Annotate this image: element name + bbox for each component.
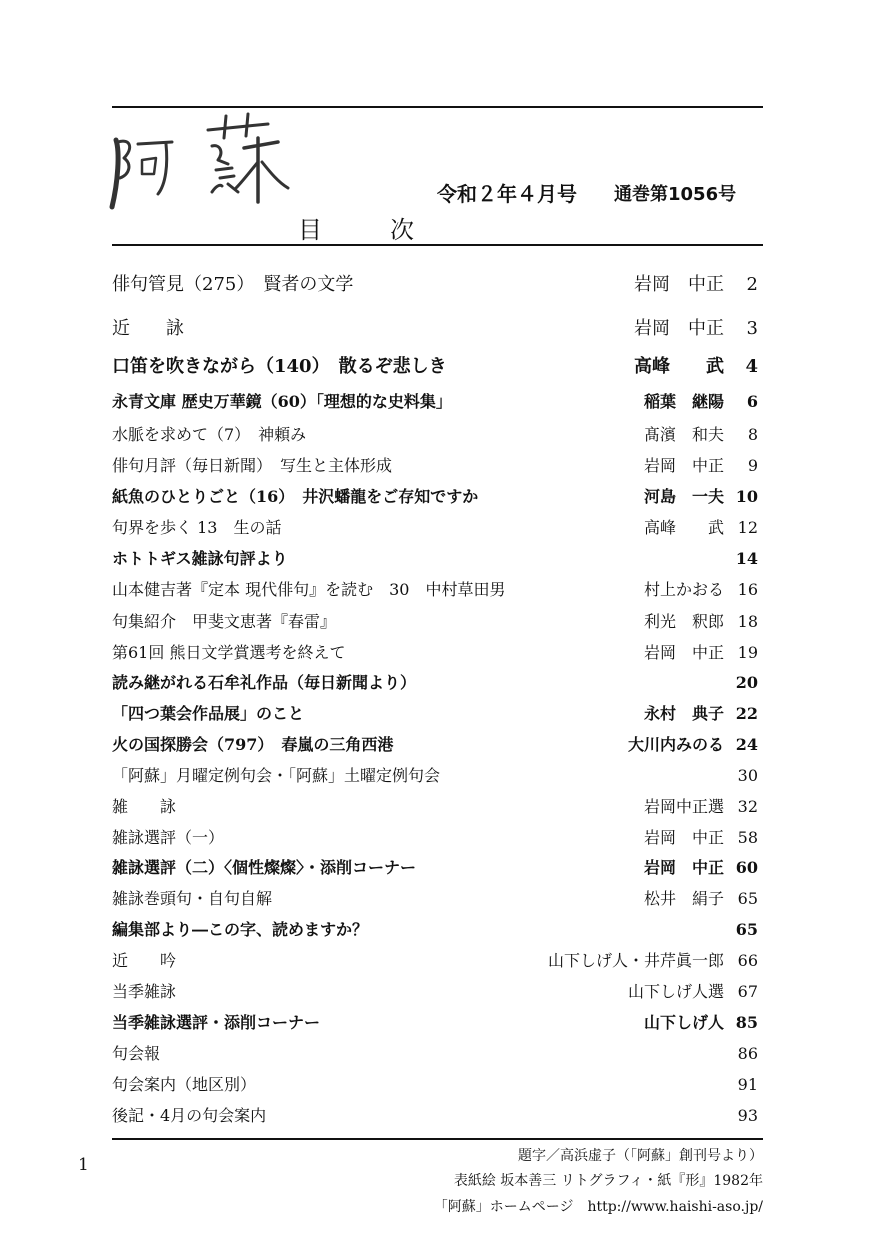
toc-author: 高峰 武 <box>634 356 724 377</box>
toc-title: 読み継がれる石牟礼作品（毎日新聞より） <box>112 673 417 692</box>
toc-page: 19 <box>737 643 758 662</box>
toc-title: 当季雑詠選評・添削コーナー <box>112 1013 321 1032</box>
toc-page: 18 <box>737 612 758 631</box>
toc-page: 12 <box>737 518 758 537</box>
toc-title: 山本健吉著『定本 現代俳句』を読む 30 中村草田男 <box>112 580 506 599</box>
toc-row <box>112 484 758 507</box>
toc-row <box>112 855 758 878</box>
toc-row <box>112 917 758 940</box>
toc-author: 岩岡 中正 <box>634 318 724 339</box>
toc-author: 大川内みのる <box>627 735 724 754</box>
toc-page: 86 <box>737 1044 758 1063</box>
toc-author: 岩岡 中正 <box>643 858 724 877</box>
toc-title: 紙魚のひとりごと（16） 井沢蟠龍をご存知ですか <box>112 487 479 506</box>
toc-page: 24 <box>735 735 758 754</box>
section-title: 目 次 <box>298 216 436 244</box>
toc-row <box>112 1010 758 1033</box>
toc-title: 雑 詠 <box>112 797 177 816</box>
toc-row <box>112 1041 758 1064</box>
header-rule <box>112 244 763 246</box>
toc-row <box>112 886 758 909</box>
toc-page: 91 <box>737 1075 758 1094</box>
toc-row <box>112 1072 758 1095</box>
toc-author: 稲葉 継陽 <box>643 392 724 411</box>
toc-title: 編集部より―この字、読めますか？ <box>112 920 369 939</box>
toc-row <box>112 640 758 663</box>
toc-page: 58 <box>737 828 758 847</box>
toc-row <box>112 794 758 817</box>
toc-row <box>112 389 758 412</box>
page-number: 1 <box>78 1155 89 1175</box>
toc-author: 岩岡 中正 <box>643 828 724 847</box>
toc-title: 後記・4月の句会案内 <box>112 1106 267 1125</box>
toc-title: 句界を歩く 13 生の話 <box>112 518 282 537</box>
toc-author: 永村 典子 <box>643 704 724 723</box>
toc-title: 句会報 <box>112 1044 161 1063</box>
toc-row <box>112 670 758 693</box>
credit-cover: 表紙絵 坂本善三 リトグラフィ・紙『形』1982年 <box>453 1173 763 1189</box>
toc-author: 山下しげ人選 <box>627 982 724 1001</box>
toc-row <box>112 453 758 476</box>
toc-title: 永青文庫 歴史万華鏡（60）「理想的な史料集」 <box>112 392 452 411</box>
toc-author: 河島 一夫 <box>643 487 724 506</box>
toc-row <box>112 546 758 569</box>
toc-page: 10 <box>735 487 758 506</box>
toc-page: 3 <box>746 318 758 339</box>
toc-row <box>112 979 758 1002</box>
edition-label: 令和２年４月号 <box>437 182 577 206</box>
toc-row <box>112 732 758 755</box>
toc-author: 髙濱 和夫 <box>643 425 724 444</box>
toc-author: 松井 絹子 <box>643 889 724 908</box>
toc-author: 山下しげ人・井芹眞一郎 <box>547 951 724 970</box>
toc-row <box>112 577 758 600</box>
toc-page: 9 <box>747 456 758 475</box>
toc-author: 山下しげ人 <box>643 1013 724 1032</box>
toc-title: 火の国探勝会（797） 春嵐の三角西港 <box>112 735 394 754</box>
toc-page: 65 <box>737 889 758 908</box>
toc-row <box>112 314 758 340</box>
toc-row <box>112 948 758 971</box>
toc-author: 岩岡 中正 <box>643 643 724 662</box>
toc-page: 2 <box>746 274 758 295</box>
toc-author: 村上かおる <box>643 580 724 599</box>
toc-title: 雑詠選評（一） <box>112 828 225 847</box>
toc-page: 66 <box>737 951 758 970</box>
toc-page: 20 <box>735 673 758 692</box>
toc-title: 雑詠巻頭句・自句自解 <box>112 889 273 908</box>
toc-title: 俳句月評（毎日新聞） 写生と主体形成 <box>112 456 393 475</box>
toc-author: 岩岡中正選 <box>643 797 724 816</box>
toc-page: 67 <box>737 982 758 1001</box>
toc-page: 16 <box>737 580 758 599</box>
toc-title: 水脈を求めて（7） 神頼み <box>112 425 307 444</box>
toc-row <box>112 1103 758 1126</box>
volume-label: 通巻第1056号 <box>614 184 737 205</box>
credit-title: 題字／高浜虚子（「阿蘇」創刊号より） <box>518 1148 763 1164</box>
credit-web: 「阿蘇」ホームページ http://www.haishi-aso.jp/ <box>433 1199 763 1215</box>
toc-title: 「四つ葉会作品展」のこと <box>112 704 305 723</box>
toc-title: 句会案内（地区別） <box>112 1075 257 1094</box>
toc-author: 岩岡 中正 <box>643 456 724 475</box>
toc-author: 利光 釈郎 <box>643 612 724 631</box>
toc-page: 93 <box>737 1106 758 1125</box>
toc-row <box>112 701 758 724</box>
toc-page: 60 <box>735 858 758 877</box>
toc-title: 近 詠 <box>112 318 184 339</box>
toc-title: 第61回 熊日文学賞選考を終えて <box>112 643 346 662</box>
toc-title: 口笛を吹きながら（140） 散るぞ悲しき <box>112 356 447 377</box>
toc-row <box>112 609 758 632</box>
toc-title: 近 吟 <box>112 951 177 970</box>
toc-page: 30 <box>737 766 758 785</box>
bottom-rule <box>112 1138 763 1140</box>
toc-page: 8 <box>747 425 758 444</box>
toc-title: 雑詠選評（二）〈個性燦燦〉・添削コーナー <box>112 858 417 877</box>
toc-row <box>112 422 758 445</box>
toc-page: 4 <box>745 356 758 377</box>
toc-page: 65 <box>735 920 758 939</box>
toc-title: 当季雑詠 <box>112 982 177 1001</box>
toc-row <box>112 825 758 848</box>
toc-title: 俳句管見（275） 賢者の文学 <box>112 274 354 295</box>
toc-page: 22 <box>735 704 758 723</box>
toc-title: 「阿蘇」月曜定例句会・「阿蘇」土曜定例句会 <box>112 766 441 785</box>
toc-row <box>112 352 758 378</box>
toc-page: 85 <box>735 1013 758 1032</box>
toc-author: 高峰 武 <box>643 518 724 537</box>
toc-row <box>112 763 758 786</box>
toc-page: 14 <box>735 549 758 568</box>
toc-row <box>112 515 758 538</box>
toc-title: 句集紹介 甲斐文恵著『春雷』 <box>112 612 337 631</box>
toc-author: 岩岡 中正 <box>634 274 724 295</box>
toc-page: 6 <box>746 392 758 411</box>
toc-title: ホトトギス雑詠句評より <box>112 549 288 568</box>
top-rule <box>112 106 763 108</box>
calligraphy-title <box>108 112 298 212</box>
toc-page: 32 <box>737 797 758 816</box>
toc-row <box>112 270 758 296</box>
